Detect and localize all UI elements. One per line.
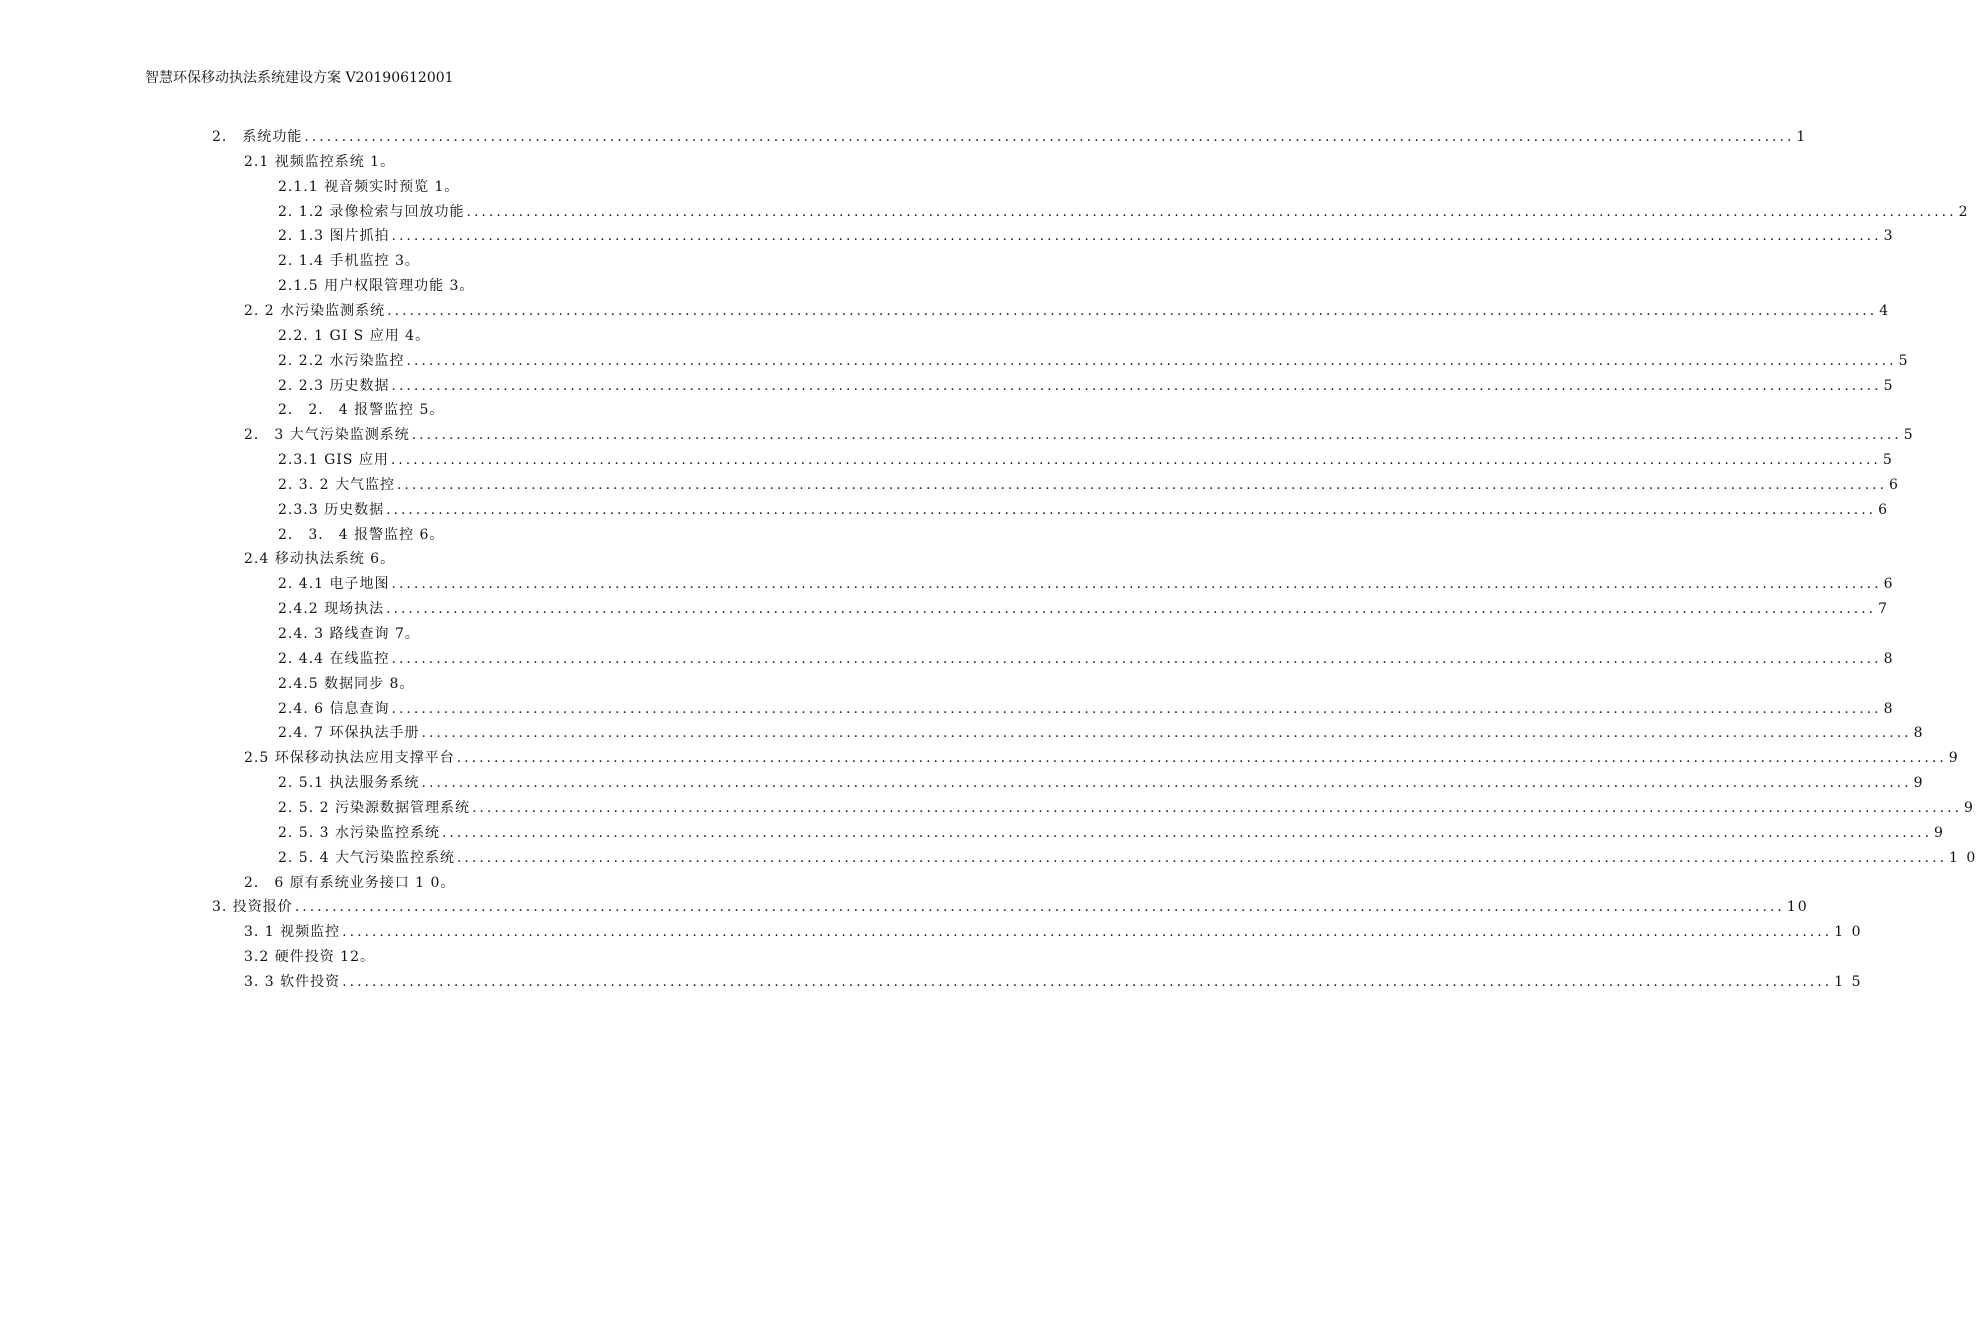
toc-page-number: 9: [1964, 799, 1975, 816]
toc-entry-label: 3. 投资报价: [212, 899, 293, 916]
toc-entry-label: 2. 5. 3 水污染监控系统: [278, 824, 440, 841]
toc-page-number: 3: [1883, 228, 1895, 245]
toc-entry-label: 2． 系统功能: [212, 129, 303, 145]
toc-dot-leader: ........................................................................................................................................................................................................: [456, 750, 1947, 767]
toc-entry-label: 3. 3 软件投资: [244, 973, 341, 990]
toc-entry[interactable]: [278, 225, 1895, 247]
toc-entry-label: 2.3.3 历史数据: [278, 501, 385, 518]
toc-dot-leader: ........................................................................................................................................................................................................: [342, 924, 1833, 941]
toc-entry-label: 2. 5. 2 污染源数据管理系统: [278, 799, 470, 816]
toc-dot-leader: ........................................................................................................................................................................................................: [441, 824, 1933, 841]
toc-page-number: 6: [1878, 501, 1890, 518]
toc-entry-label: 2.4. 3 路线查询 7。: [278, 626, 420, 642]
toc-entry-label: 2.4.2 现场执法: [278, 601, 385, 618]
toc-dot-leader: ........................................................................................................................................................................................................: [411, 427, 1902, 444]
toc-dot-leader: ........................................................................................................................................................................................................: [391, 377, 1882, 394]
toc-entry[interactable]: [278, 350, 1910, 372]
toc-entry[interactable]: [278, 375, 1895, 397]
toc-entry[interactable]: [244, 872, 455, 894]
page-header: 智慧环保移动执法系统建设方案 V20190612001: [145, 70, 454, 86]
toc-entry[interactable]: [278, 573, 1895, 595]
toc-page-number: 7: [1878, 601, 1890, 618]
toc-entry-label: 2． 2． 4 报警监控 5。: [278, 402, 445, 419]
toc-entry[interactable]: [278, 722, 1925, 744]
toc-entry-label: 2. 1.3 图片抓拍: [278, 228, 390, 245]
toc-dot-leader: ........................................................................................................................................................................................................: [304, 129, 1795, 145]
toc-entry-label: 2.4 移动执法系统 6。: [244, 551, 396, 568]
toc-entry[interactable]: [278, 399, 444, 421]
toc-entry-label: 2． 3． 4 报警监控 6。: [278, 526, 445, 543]
toc-page-number: 9: [1948, 750, 1960, 767]
toc-entry[interactable]: [244, 151, 395, 173]
toc-entry-label: 2. 5.1 执法服务系统: [278, 775, 420, 792]
toc-entry[interactable]: [278, 623, 420, 645]
toc-entry-label: 2.2. 1 GI S 应用 4。: [278, 327, 431, 344]
toc-entry-label: 2.5 环保移动执法应用支撑平台: [244, 750, 455, 767]
toc-entry[interactable]: [212, 896, 1809, 918]
toc-entry-label: 2.4.5 数据同步 8。: [278, 675, 415, 692]
toc-page-number: 9: [1934, 824, 1945, 841]
toc-page-number: 5: [1883, 377, 1895, 394]
toc-entry[interactable]: [278, 201, 1970, 223]
toc-entry[interactable]: [278, 449, 1894, 471]
toc-page-number: 8: [1883, 700, 1895, 717]
toc-dot-leader: ........................................................................................................................................................................................................: [386, 501, 1877, 518]
toc-dot-leader: ........................................................................................................................................................................................................: [456, 849, 1948, 866]
toc-entry[interactable]: [278, 847, 1977, 869]
toc-page-number: 5: [1903, 427, 1915, 444]
toc-entry-label: 3.2 硬件投资 12。: [244, 949, 375, 966]
toc-dot-leader: ........................................................................................................................................................................................................: [391, 228, 1882, 245]
toc-page-number: 2: [1958, 203, 1970, 220]
toc-entry[interactable]: [278, 673, 414, 695]
toc-page-number: 5: [1898, 352, 1910, 369]
toc-page-number: 1 5: [1834, 973, 1863, 990]
toc-entry-label: 2． 3 大气污染监测系统: [244, 427, 410, 444]
toc-page-number: 10: [1786, 899, 1809, 916]
toc-entry-label: 3. 1 视频监控: [244, 924, 341, 941]
toc-page-number: 8: [1883, 650, 1895, 667]
toc-entry-label: 2.3.1 GIS 应用: [278, 452, 389, 469]
toc-entry[interactable]: [278, 772, 1925, 794]
toc-entry-label: 2. 2 水污染监测系统: [244, 302, 386, 319]
toc-entry[interactable]: [244, 424, 1915, 446]
toc-entry-label: 2. 3. 2 大气监控: [278, 476, 395, 493]
toc-entry[interactable]: [278, 524, 444, 546]
toc-page-number: 9: [1913, 775, 1925, 792]
toc-dot-leader: ........................................................................................................................................................................................................: [406, 352, 1897, 369]
toc-entry-label: 2.4. 6 信息查询: [278, 700, 390, 717]
toc-entry-label: 2. 4.4 在线监控: [278, 650, 390, 667]
toc-entry[interactable]: [244, 971, 1863, 993]
toc-dot-leader: ........................................................................................................................................................................................................: [466, 203, 1957, 220]
toc-dot-leader: ........................................................................................................................................................................................................: [390, 452, 1881, 469]
toc-entry[interactable]: [278, 499, 1890, 521]
toc-entry[interactable]: [278, 698, 1895, 720]
toc-entry-label: 2.4. 7 环保执法手册: [278, 725, 420, 742]
toc-dot-leader: ........................................................................................................................................................................................................: [342, 973, 1833, 990]
toc-dot-leader: ........................................................................................................................................................................................................: [391, 650, 1882, 667]
toc-entry[interactable]: [278, 275, 474, 297]
toc-page-number: 6: [1889, 476, 1900, 493]
toc-entry-label: 2. 5. 4 大气污染监控系统: [278, 849, 455, 866]
toc-page-number: 1 0: [1834, 924, 1863, 941]
toc-entry-label: 2. 1.2 录像检索与回放功能: [278, 203, 465, 220]
toc-dot-leader: ........................................................................................................................................................................................................: [391, 700, 1882, 717]
toc-entry[interactable]: [278, 797, 1975, 819]
toc-page-number: 1: [1796, 129, 1808, 145]
toc-entry-label: 2.1.1 视音频实时预览 1。: [278, 178, 460, 195]
toc-entry-label: 2. 1.4 手机监控 3。: [278, 253, 420, 270]
toc-entry[interactable]: [278, 474, 1900, 496]
toc-entry[interactable]: [212, 126, 1808, 148]
toc-dot-leader: ........................................................................................................................................................................................................: [387, 302, 1878, 319]
toc-entry[interactable]: [278, 250, 420, 272]
toc-entry[interactable]: [244, 921, 1863, 943]
toc-entry[interactable]: [244, 946, 375, 968]
toc-entry[interactable]: [244, 747, 1960, 769]
toc-page-number: 5: [1882, 452, 1894, 469]
toc-dot-leader: ........................................................................................................................................................................................................: [421, 725, 1912, 742]
toc-dot-leader: ........................................................................................................................................................................................................: [396, 476, 1888, 493]
toc-dot-leader: ........................................................................................................................................................................................................: [471, 799, 1963, 816]
toc-entry-label: 2.1.5 用户权限管理功能 3。: [278, 278, 475, 295]
toc-entry-label: 2. 4.1 电子地图: [278, 576, 390, 593]
toc-dot-leader: ........................................................................................................................................................................................................: [421, 775, 1912, 792]
toc-entry[interactable]: [244, 300, 1891, 322]
toc-entry[interactable]: [278, 598, 1890, 620]
toc-entry-label: 2. 2.3 历史数据: [278, 377, 390, 394]
toc-dot-leader: ........................................................................................................................................................................................................: [391, 576, 1882, 593]
toc-page-number: 1 0: [1949, 849, 1977, 866]
toc-entry[interactable]: [278, 822, 1945, 844]
toc-entry-label: 2． 6 原有系统业务接口 1 0。: [244, 874, 456, 891]
toc-entry-label: 2.1 视频监控系统 1。: [244, 153, 396, 170]
toc-page-number: 4: [1879, 302, 1891, 319]
toc-dot-leader: ........................................................................................................................................................................................................: [386, 601, 1877, 618]
toc-entry-label: 2. 2.2 水污染监控: [278, 352, 405, 369]
toc-dot-leader: ........................................................................................................................................................................................................: [294, 899, 1785, 916]
toc-entry[interactable]: [244, 548, 395, 570]
toc-page-number: 8: [1913, 725, 1925, 742]
toc-entry[interactable]: [278, 648, 1895, 670]
toc-entry[interactable]: [278, 176, 459, 198]
toc-entry[interactable]: [278, 325, 430, 347]
toc-page-number: 6: [1883, 576, 1895, 593]
